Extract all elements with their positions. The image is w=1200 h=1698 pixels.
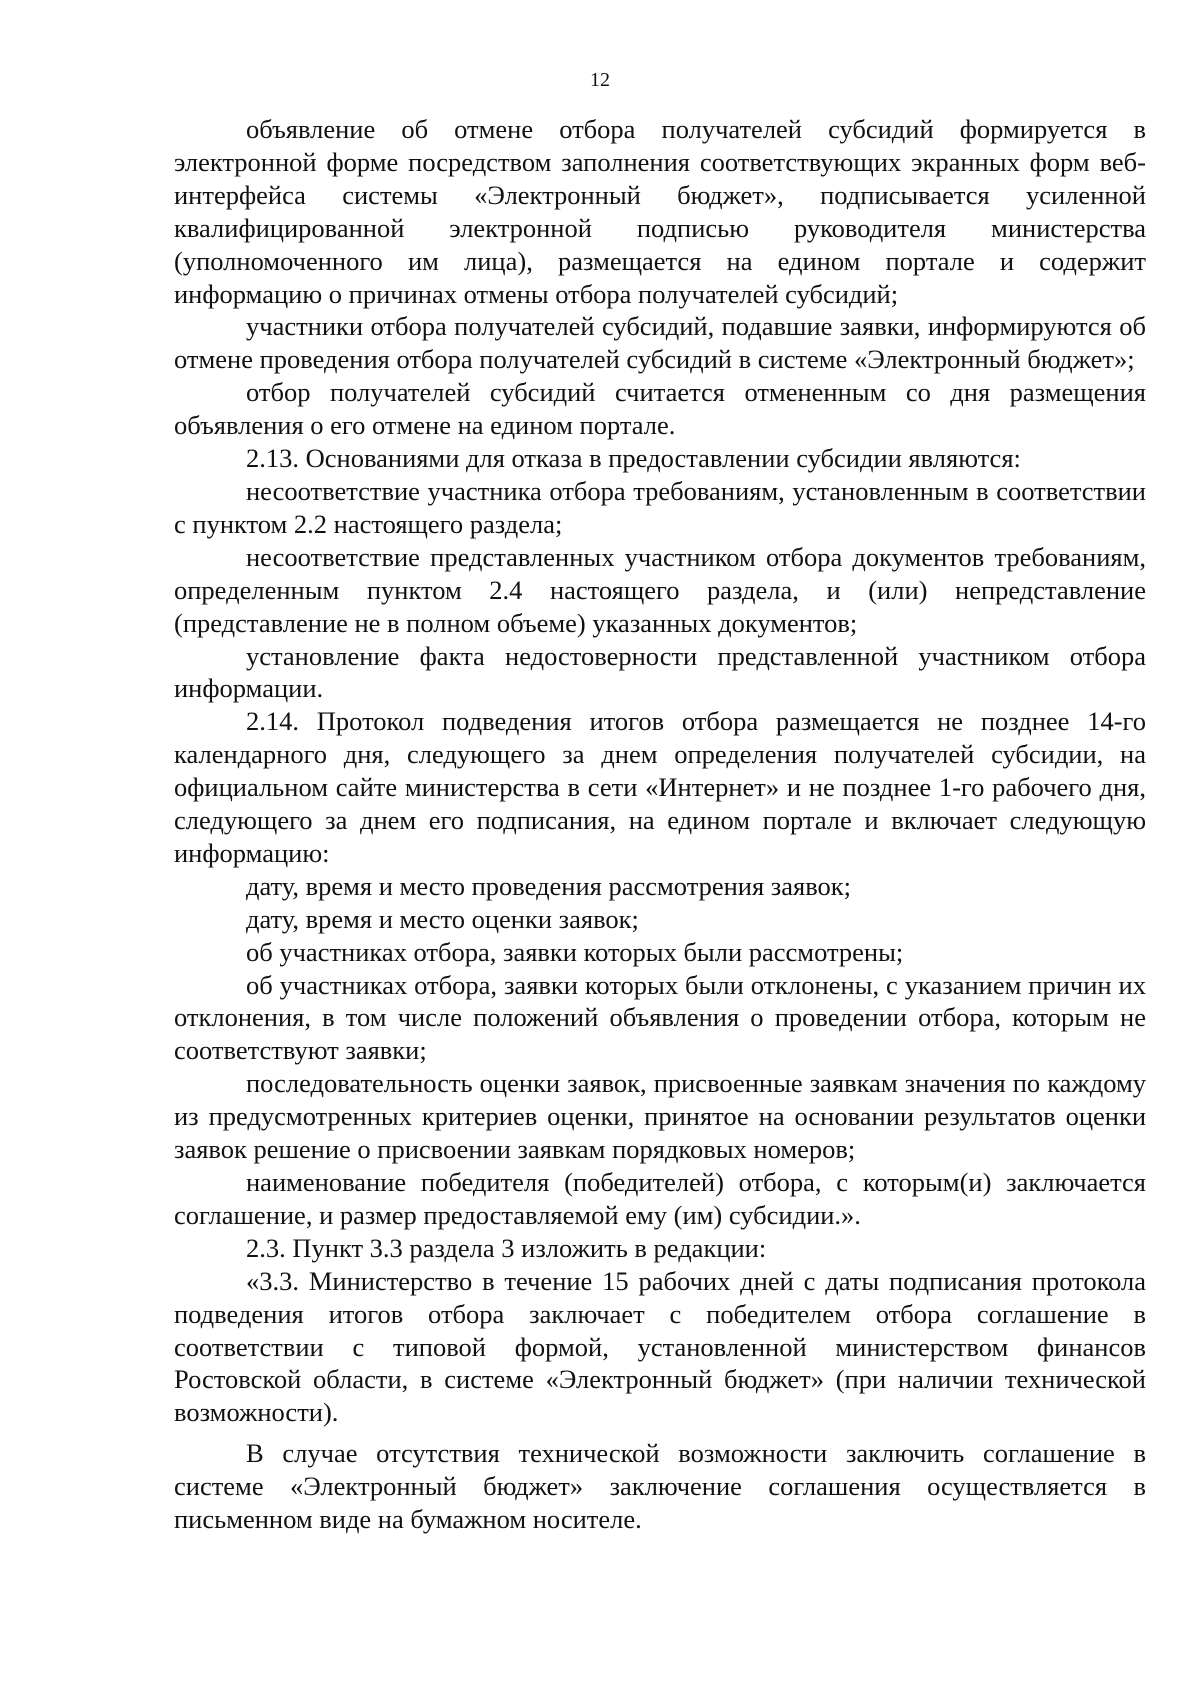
list-item: наименование победителя (победителей) отбора, с которым(и) заключается соглашение, и размер предоставляемой ему (им) субсидии.». <box>174 1167 1146 1230</box>
paragraph: участники отбора получателей субсидий, подавшие заявки, информируются об отмене проведения отбора получателей субсидий в системе «Электронный бюджет»; <box>174 311 1146 375</box>
list-item: последовательность оценки заявок, присвоенные заявкам значения по каждому из предусмотренных критериев оценки, принятое на основании результатов оценки заявок решение о присвоении заявкам порядковых номеров; <box>174 1068 1146 1165</box>
paragraph: отбор получателей субсидий считается отмененным со дня размещения объявления о его отмене на едином портале. <box>174 377 1146 441</box>
document-body <box>174 113 1146 1536</box>
paragraph: В случае отсутствия технической возможности заключить соглашение в системе «Электронный бюджет» заключение соглашения осуществляется в письменном виде на бумажном носителе. <box>174 1438 1146 1535</box>
list-item: дату, время и место оценки заявок; <box>246 903 639 934</box>
list-item: об участниках отбора, заявки которых были рассмотрены; <box>246 936 904 967</box>
list-item: об участниках отбора, заявки которых были отклонены, с указанием причин их отклонения, в том числе положений объявления о проведении отбора, которым не соответствуют заявки; <box>174 969 1146 1066</box>
paragraph: несоответствие участника отбора требованиям, установленным в соответствии с пунктом 2.2 настоящего раздела; <box>174 475 1146 539</box>
section-heading-2-13: 2.13. Основаниями для отказа в предоставлении субсидии являются: <box>246 443 1021 474</box>
list-item: дату, время и место проведения рассмотрения заявок; <box>246 870 852 901</box>
paragraph: установление факта недостоверности представленной участником отбора информации. <box>174 640 1146 704</box>
page-number: 12 <box>590 69 610 91</box>
paragraph: объявление об отмене отбора получателей субсидий формируется в электронной форме посредством заполнения соответствующих экранных форм веб-интерфейса системы «Электронный бюджет», подписывается усиленной квалифицированной электронной подписью руководителя министерства (уполномоченного им лица), размещается на едином портале и содержит информацию о причинах отмены отбора получателей субсидий; <box>174 114 1146 309</box>
paragraph: несоответствие представленных участником отбора документов требованиям, определенным пунктом 2.4 настоящего раздела, и (или) непредставление (представление не в полном объеме) указанных документов; <box>174 541 1146 638</box>
amendment-paragraph-2-3: 2.3. Пункт 3.3 раздела 3 изложить в редакции: <box>246 1232 767 1263</box>
quoted-paragraph-3-3: «3.3. Министерство в течение 15 рабочих дней с даты подписания протокола подведения итогов отбора заключает с победителем отбора соглашение в соответствии с типовой формой, установленной министерством финансов Ростовской области, в системе «Электронный бюджет» (при наличии технической возможности). <box>174 1265 1146 1428</box>
section-paragraph-2-14: 2.14. Протокол подведения итогов отбора размещается не позднее 14-го календарного дня, следующего за днем определения получателей субсидии, на официальном сайте министерства в сети «Интернет» и не позднее 1-го рабочего дня, следующего за днем его подписания, на едином портале и включает следующую информацию: <box>174 706 1146 868</box>
